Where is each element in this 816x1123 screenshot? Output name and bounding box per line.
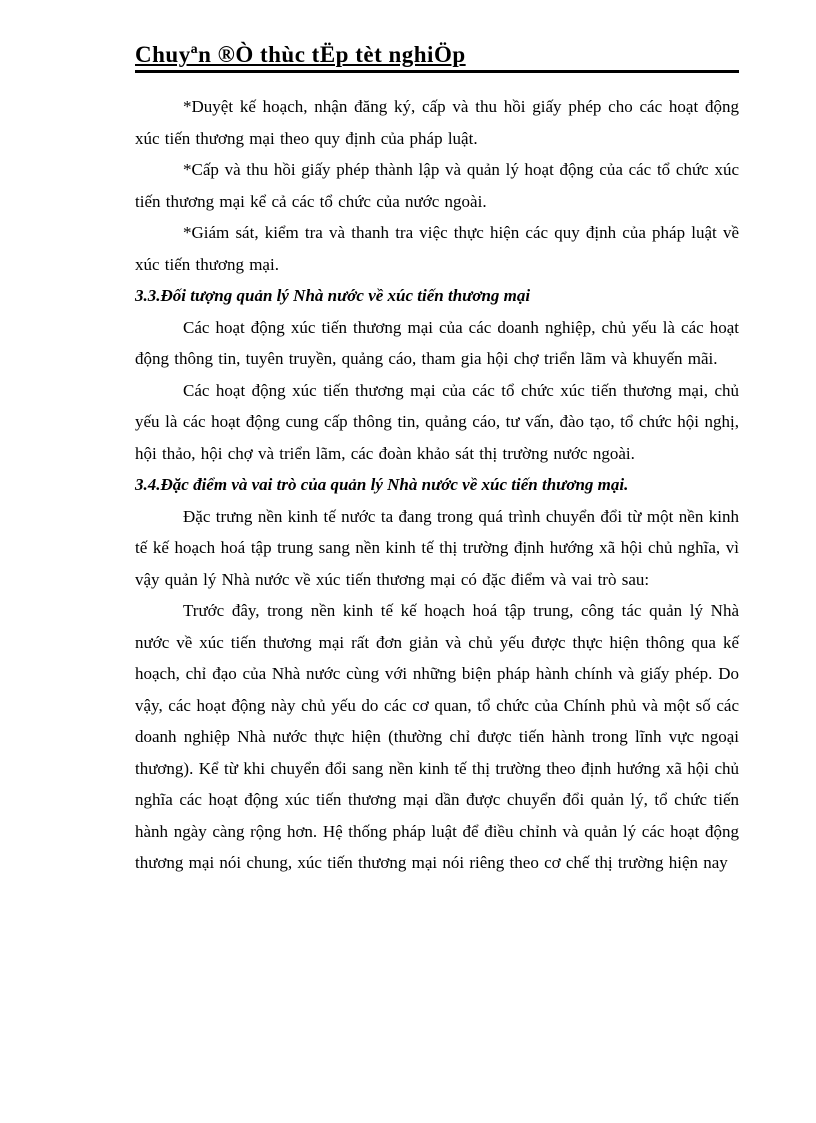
- paragraph: Các hoạt động xúc tiến thương mại của các doanh nghiệp, chủ yếu là các hoạt động thông tin, tuyên truyền, quảng cáo, tham gia hội chợ triển lãm và khuyến mãi.: [135, 317, 739, 368]
- paragraph: *Duyệt kế hoạch, nhận đăng ký, cấp và thu hồi giấy phép cho các hoạt động xúc tiến thương mại theo quy định của pháp luật.: [135, 97, 739, 148]
- section-heading-3-4: 3.4.Đặc điểm và vai trò của quản lý Nhà nước về xúc tiến thương mại.: [135, 475, 629, 494]
- document-body: [135, 91, 739, 879]
- section-heading-3-3: 3.3.Đối tượng quản lý Nhà nước về xúc tiến thương mại: [135, 286, 531, 305]
- paragraph: *Giám sát, kiểm tra và thanh tra việc thực hiện các quy định của pháp luật về xúc tiến thương mại.: [135, 223, 739, 274]
- page-header-title: Chuyªn ®Ò thùc tËp tèt nghiÖp: [135, 42, 466, 67]
- paragraph: Đặc trưng nền kinh tế nước ta đang trong quá trình chuyển đổi từ một nền kinh tế kế hoạch hoá tập trung sang nền kinh tế thị trường định hướng xã hội chủ nghĩa, vì vậy quản lý Nhà nước về xúc tiến thương mại có đặc điểm và vai trò sau:: [135, 506, 739, 589]
- page-header: [135, 42, 739, 73]
- paragraph: *Cấp và thu hồi giấy phép thành lập và quản lý hoạt động của các tổ chức xúc tiến thương mại kể cả các tổ chức của nước ngoài.: [135, 160, 739, 211]
- document-content: [135, 42, 739, 879]
- paragraph: Trước đây, trong nền kinh tế kế hoạch hoá tập trung, công tác quản lý Nhà nước về xúc tiến thương mại rất đơn giản và chủ yếu được thực hiện thông qua kế hoạch, chỉ đạo của Nhà nước cùng với những biện pháp hành chính và giấy phép. Do vậy, các hoạt động này chủ yếu do các cơ quan, tổ chức của Chính phủ và một số các doanh nghiệp Nhà nước thực hiện (thường chỉ được tiến hành trong lĩnh vực ngoại thương). Kể từ khi chuyển đổi sang nền kinh tế thị trường theo định hướng xã hội chủ nghĩa các hoạt động xúc tiến thương mại dần được chuyển đổi quản lý, tổ chức tiến hành ngày càng rộng hơn. Hệ thống pháp luật để điều chỉnh và quản lý các hoạt động thương mại nói chung, xúc tiến thương mại nói riêng theo cơ chế thị trường hiện nay: [135, 601, 739, 872]
- paragraph: Các hoạt động xúc tiến thương mại của các tổ chức xúc tiến thương mại, chủ yếu là các hoạt động cung cấp thông tin, quảng cáo, tư vấn, đào tạo, tổ chức hội nghị, hội thảo, hội chợ và triển lãm, các đoàn khảo sát thị trường nước ngoài.: [135, 380, 739, 463]
